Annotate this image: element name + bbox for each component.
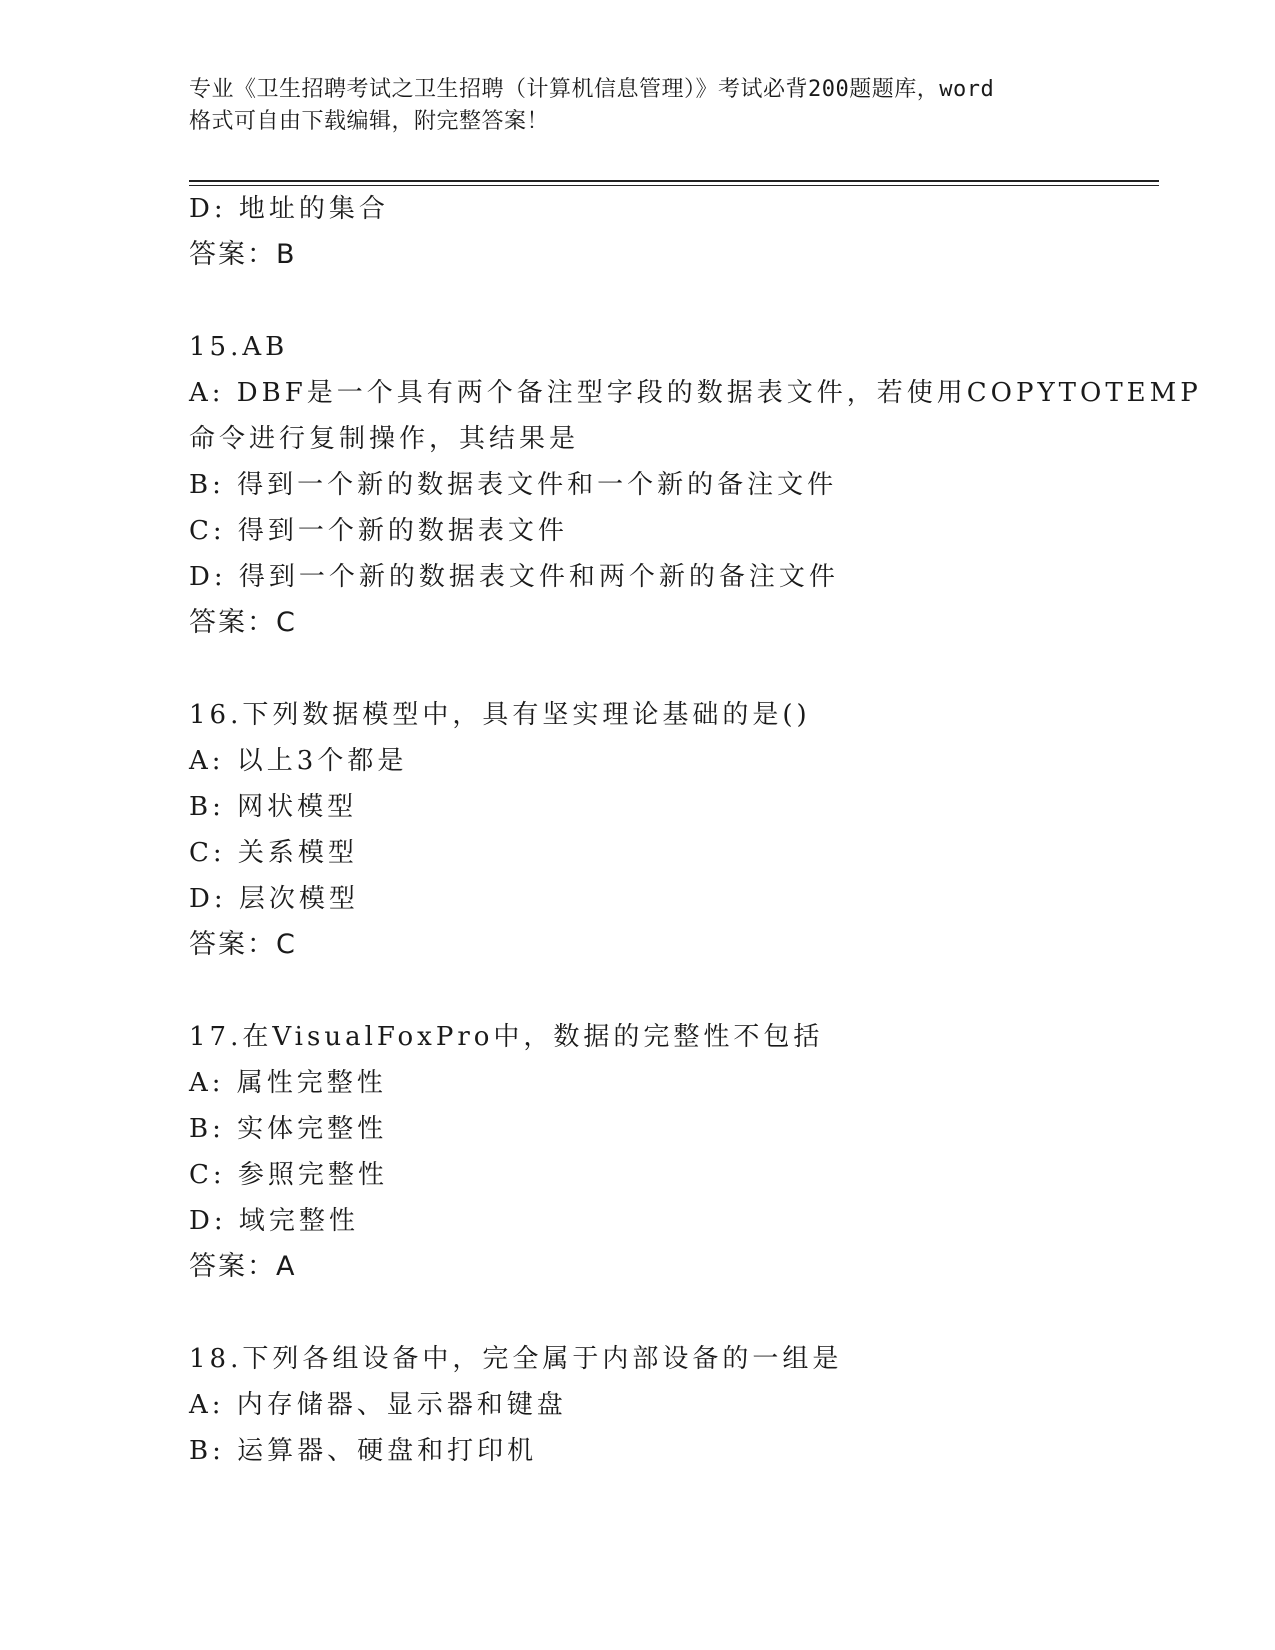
q17-option-b: B: 实体完整性 <box>189 1114 388 1144</box>
q17-answer: 答案：A <box>189 1251 297 1282</box>
q17-title: 17.在VisualFoxPro中，数据的完整性不包括 <box>189 1022 824 1052</box>
q18-option-a: A: 内存储器、显示器和键盘 <box>189 1390 567 1420</box>
document-header <box>189 74 1089 138</box>
header-divider-thick <box>189 180 1159 182</box>
q15-title: 15.AB <box>189 332 289 362</box>
q14-option-d: D: 地址的集合 <box>189 194 389 224</box>
q17-option-c: C: 参照完整性 <box>189 1160 388 1190</box>
q14-answer: 答案：B <box>189 239 297 270</box>
header-title-line-2: 格式可自由下载编辑，附完整答案！ <box>189 109 550 134</box>
spacer <box>189 278 1149 324</box>
q15-option-c: C: 得到一个新的数据表文件 <box>189 516 568 546</box>
question-list <box>189 186 1202 1474</box>
q15-option-a-line-1: A: DBF是一个具有两个备注型字段的数据表文件，若使用COPYTOTEMP <box>189 378 1202 408</box>
q16-option-d: D: 层次模型 <box>189 884 359 914</box>
q15-answer: 答案：C <box>189 607 297 638</box>
q18-title: 18.下列各组设备中，完全属于内部设备的一组是 <box>189 1344 843 1374</box>
q15-option-a-line-2: 命令进行复制操作，其结果是 <box>189 424 580 454</box>
spacer <box>189 968 1149 1014</box>
q18-option-b: B: 运算器、硬盘和打印机 <box>189 1436 538 1466</box>
q15-option-d: D: 得到一个新的数据表文件和两个新的备注文件 <box>189 562 839 592</box>
q16-option-c: C: 关系模型 <box>189 838 358 868</box>
header-title-line-1: 专业《卫生招聘考试之卫生招聘（计算机信息管理）》考试必背200题题库，word <box>189 77 995 102</box>
spacer <box>189 646 1149 692</box>
q15-option-b: B: 得到一个新的数据表文件和一个新的备注文件 <box>189 470 838 500</box>
spacer <box>189 1290 1149 1336</box>
q16-answer: 答案：C <box>189 929 297 960</box>
q16-option-b: B: 网状模型 <box>189 792 358 822</box>
q17-option-d: D: 域完整性 <box>189 1206 359 1236</box>
q17-option-a: A: 属性完整性 <box>189 1068 387 1098</box>
q16-option-a: A: 以上3个都是 <box>189 746 408 776</box>
q16-title: 16.下列数据模型中，具有坚实理论基础的是() <box>189 700 811 730</box>
